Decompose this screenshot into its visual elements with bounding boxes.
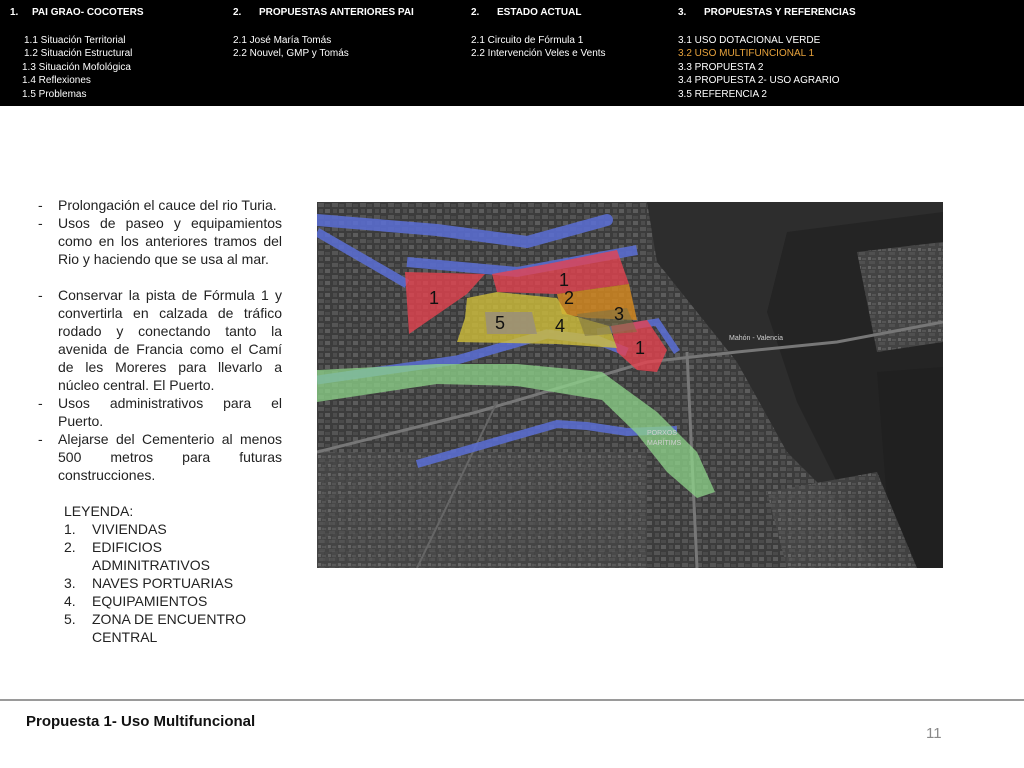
legend-item: 4. EQUIPAMIENTOS (64, 593, 208, 609)
legend-item: 2. EDIFICIOS ADMINITRATIVOS (64, 539, 210, 573)
legend (64, 502, 282, 646)
page-number: 11 (926, 725, 942, 742)
nav-item[interactable]: 2.1 Circuito de Fórmula 1 (471, 34, 584, 46)
nav-section-title[interactable]: 3. PROPUESTAS Y REFERENCIAS (678, 7, 856, 18)
nav-item[interactable]: 2.2 Intervención Veles e Vents (471, 48, 606, 59)
bullet-item: - Prolongación el cauce del rio Turia. (38, 197, 277, 213)
proposal-description (38, 196, 282, 646)
nav-item[interactable]: 3.3 PROPUESTA 2 (678, 61, 764, 73)
nav-item[interactable]: 1.3 Situación Mofológica (22, 61, 131, 73)
legend-item: 5. ZONA DE ENCUENTRO CENTRAL (64, 611, 247, 645)
place-label: PORXOS (647, 430, 677, 437)
legend-item: 1. VIVIENDAS (64, 521, 167, 537)
nav-section-title[interactable]: 2. ESTADO ACTUAL (471, 7, 582, 18)
zone-label: 3 (614, 304, 625, 324)
zone-label: 4 (555, 316, 566, 336)
nav-item[interactable]: 1.5 Problemas (22, 88, 87, 100)
nav-item[interactable]: 3.1 USO DOTACIONAL VERDE (678, 34, 821, 46)
bullet-item: - Conservar la pista de Fórmula 1 y convertirla en calzada de tráfico rodado y conectando tanto la avenida de Francia como el Camí de les Moreres para llevarlo a núcleo central. El Puerto. (38, 287, 282, 393)
nav-item[interactable]: 2.2 Nouvel, GMP y Tomás (233, 48, 349, 59)
nav-section-pai-grao (10, 6, 143, 101)
place-label: Mahón - Valencia (729, 335, 783, 342)
legend-item: 3. NAVES PORTUARIAS (64, 575, 234, 591)
bullet-item: - Usos de paseo y equipamientos como en los anteriores tramos del Rio y haciendo que se usa al mar. (38, 215, 282, 267)
footer-divider (0, 699, 1024, 701)
nav-section-propuestas-anteriores (233, 6, 414, 61)
zone-label: 5 (495, 313, 506, 333)
nav-section-propuestas-referencias (678, 6, 856, 101)
nav-item[interactable]: 2.1 José María Tomás (233, 34, 332, 46)
place-label: MARÍTIMS (647, 440, 682, 447)
nav-section-title[interactable]: 2. PROPUESTAS ANTERIORES PAI (233, 7, 414, 18)
zone-label: 1 (635, 338, 646, 358)
zone-label: 1 (559, 270, 570, 290)
bullet-item: - Usos administrativos para el Puerto. (38, 395, 282, 429)
zone-label: 1 (429, 288, 440, 308)
zone-label: 2 (564, 288, 575, 308)
nav-section-estado-actual (471, 6, 606, 61)
legend-title: LEYENDA: (64, 503, 134, 519)
aerial-map (317, 202, 943, 568)
map-drawing (317, 202, 943, 568)
nav-item[interactable]: 1.2 Situación Estructural (24, 48, 133, 59)
bullet-item: - Alejarse del Cementerio al menos 500 metros para futuras construcciones. (38, 431, 282, 483)
nav-item[interactable]: 1.1 Situación Territorial (24, 34, 126, 46)
nav-item[interactable]: 3.5 REFERENCIA 2 (678, 88, 767, 100)
nav-item[interactable]: 3.4 PROPUESTA 2- USO AGRARIO (678, 75, 840, 86)
nav-section-title[interactable]: 1. PAI GRAO- COCOTERS (10, 7, 144, 18)
top-navigation (0, 0, 1024, 106)
zone-meeting (485, 312, 537, 334)
slide-title: Propuesta 1- Uso Multifuncional (26, 713, 256, 730)
nav-item[interactable]: 1.4 Reflexiones (22, 75, 91, 86)
nav-item-active[interactable]: 3.2 USO MULTIFUNCIONAL 1 (678, 48, 815, 59)
